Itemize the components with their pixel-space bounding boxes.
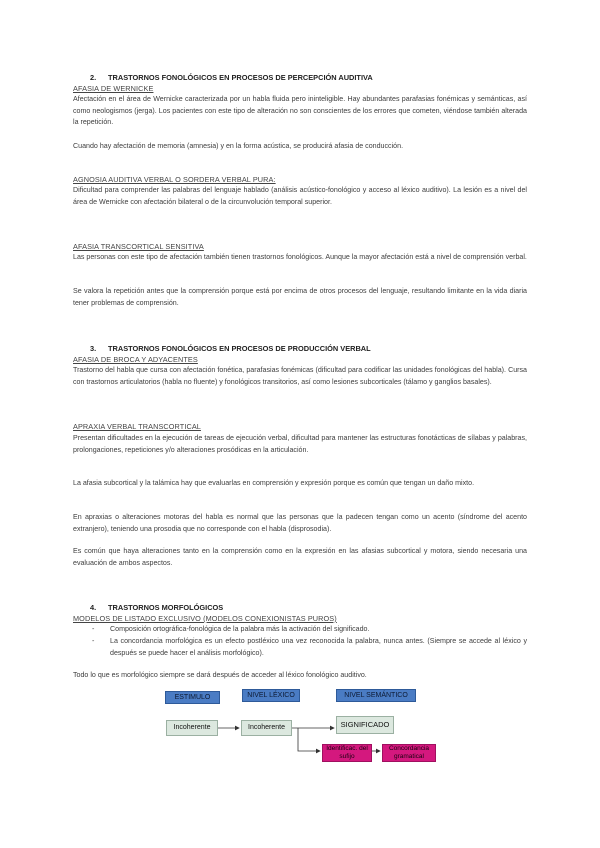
section-2-title: TRASTORNOS FONOLÓGICOS EN PROCESOS DE PERCEPCIÓN AUDITIVA: [108, 73, 373, 82]
significado-box: SIGNIFICADO: [336, 716, 394, 734]
nivel-lexico-box: NIVEL LÉXICO: [242, 689, 300, 702]
modelos-paragraph-1: Todo lo que es morfológico siempre se dará después de acceder al léxico fonológico auditivo.: [73, 671, 367, 679]
section-2-number: 2.: [90, 73, 97, 82]
bullet-mark-1: -: [92, 625, 95, 633]
apraxia-paragraph-4: Es común que haya alteraciones tanto en la comprensión como en la expresión en las afasias subcortical y motora, siendo necesaria una evaluación de ambos aspectos.: [73, 547, 527, 567]
section-4-heading: [90, 603, 223, 612]
apraxia-heading: APRAXIA VERBAL TRANSCORTICAL: [73, 422, 201, 431]
agnosia-paragraph-1: Dificultad para comprender las palabras del lenguaje hablado (análisis acústico-fonológico y acceso al léxico auditivo). La lesión es a nivel del área de Wernicke con afectación bilateral o de la circunvolución temporal superior.: [73, 186, 527, 206]
modelos-heading: MODELOS DE LISTADO EXCLUSIVO (MODELOS CONEXIONISTAS PUROS): [73, 614, 337, 623]
section-4-title: TRASTORNOS MORFOLÓGICOS: [108, 603, 224, 612]
incoherente-box-2: Incoherente: [241, 720, 292, 736]
bullet-item-1: Composición ortográfica-fonológica de la palabra más la activación del significado.: [110, 625, 370, 633]
transcortical-sensitiva-paragraph-1: Las personas con este tipo de afectación también tienen trastornos fonológicos. Aunque la mayor afectación está a nivel de comprensión verbal.: [73, 253, 527, 261]
afasia-wernicke-paragraph-1: Afectación en el área de Wernicke caracterizada por un habla fluida pero ininteligible. Hay abundantes parafasias fonémicas y semánticas, así como neologismos (jerga). Los pacientes con este tipo de alteración no son conscientes de los errores que cometen, viéndose también alterada la repetición.: [73, 95, 527, 127]
broca-paragraph-1: Trastorno del habla que cursa con afectación fonética, parafasias fonémicas (dificultad para codificar las unidades fonológicas del habla). Cursa con trastornos articulatorios (habla no fluente) y fonológicos transitorios, así como lesiones subcorticales (tálamo y ganglios basales).: [73, 366, 527, 386]
section-3-title: TRASTORNOS FONOLÓGICOS EN PROCESOS DE PRODUCCIÓN VERBAL: [108, 344, 371, 353]
apraxia-paragraph-3: En apraxias o alteraciones motoras del habla es normal que las personas que la padecen tengan como un acento (síndrome del acento extranjero), teniendo una prosodia que no corresponde con el habla (disprosodia).: [73, 513, 527, 533]
apraxia-paragraph-2: La afasia subcortical y la talámica hay que evaluarlas en comprensión y expresión porque es común que tengan un daño mixto.: [73, 479, 475, 487]
concordancia-gramatical-box: Concordancia gramatical: [382, 744, 436, 762]
agnosia-heading: AGNOSIA AUDITIVA VERBAL O SORDERA VERBAL PURA:: [73, 175, 276, 184]
transcortical-sensitiva-heading: AFASIA TRANSCORTICAL SENSITIVA: [73, 242, 204, 251]
afasia-wernicke-heading: AFASIA DE WERNICKE: [73, 84, 154, 93]
bullet-mark-2: -: [92, 637, 95, 645]
transcortical-sensitiva-paragraph-2: Se valora la repetición antes que la comprensión porque está por encima de otros procesos del lenguaje, resultando limitante en la vida diaria tener problemas de comprensión.: [73, 287, 527, 307]
apraxia-paragraph-1: Presentan dificultades en la ejecución de tareas de ejecución verbal, dificultad para mantener las estructuras fonotácticas de sílabas y palabras, prolongaciones, repeticiones y/o alteraciones prosódicas en la articulación.: [73, 434, 527, 454]
section-2-heading: [90, 73, 373, 82]
estimulo-box: ESTIMULO: [165, 691, 220, 704]
bullet-item-2: La concordancia morfológica es un efecto postléxico una vez reconocida la palabra, nunca antes. (Siempre se accede al léxico y después se puede hacer el análisis morfológico).: [110, 637, 527, 657]
morphology-diagram: [160, 688, 450, 768]
section-4-number: 4.: [90, 603, 97, 612]
broca-heading: AFASIA DE BROCA Y ADYACENTES: [73, 355, 198, 364]
incoherente-box-1: Incoherente: [166, 720, 218, 736]
section-3-heading: [90, 344, 371, 353]
arrow-to-identificac: [298, 728, 320, 751]
identificac-sufijo-box: Identificac. del sufijo: [322, 744, 372, 762]
afasia-wernicke-paragraph-2: Cuando hay afectación de memoria (amnesia) y en la forma acústica, se producirá afasia de conducción.: [73, 142, 404, 150]
section-3-number: 3.: [90, 344, 97, 353]
nivel-semantico-box: NIVEL SEMÁNTICO: [336, 689, 416, 702]
